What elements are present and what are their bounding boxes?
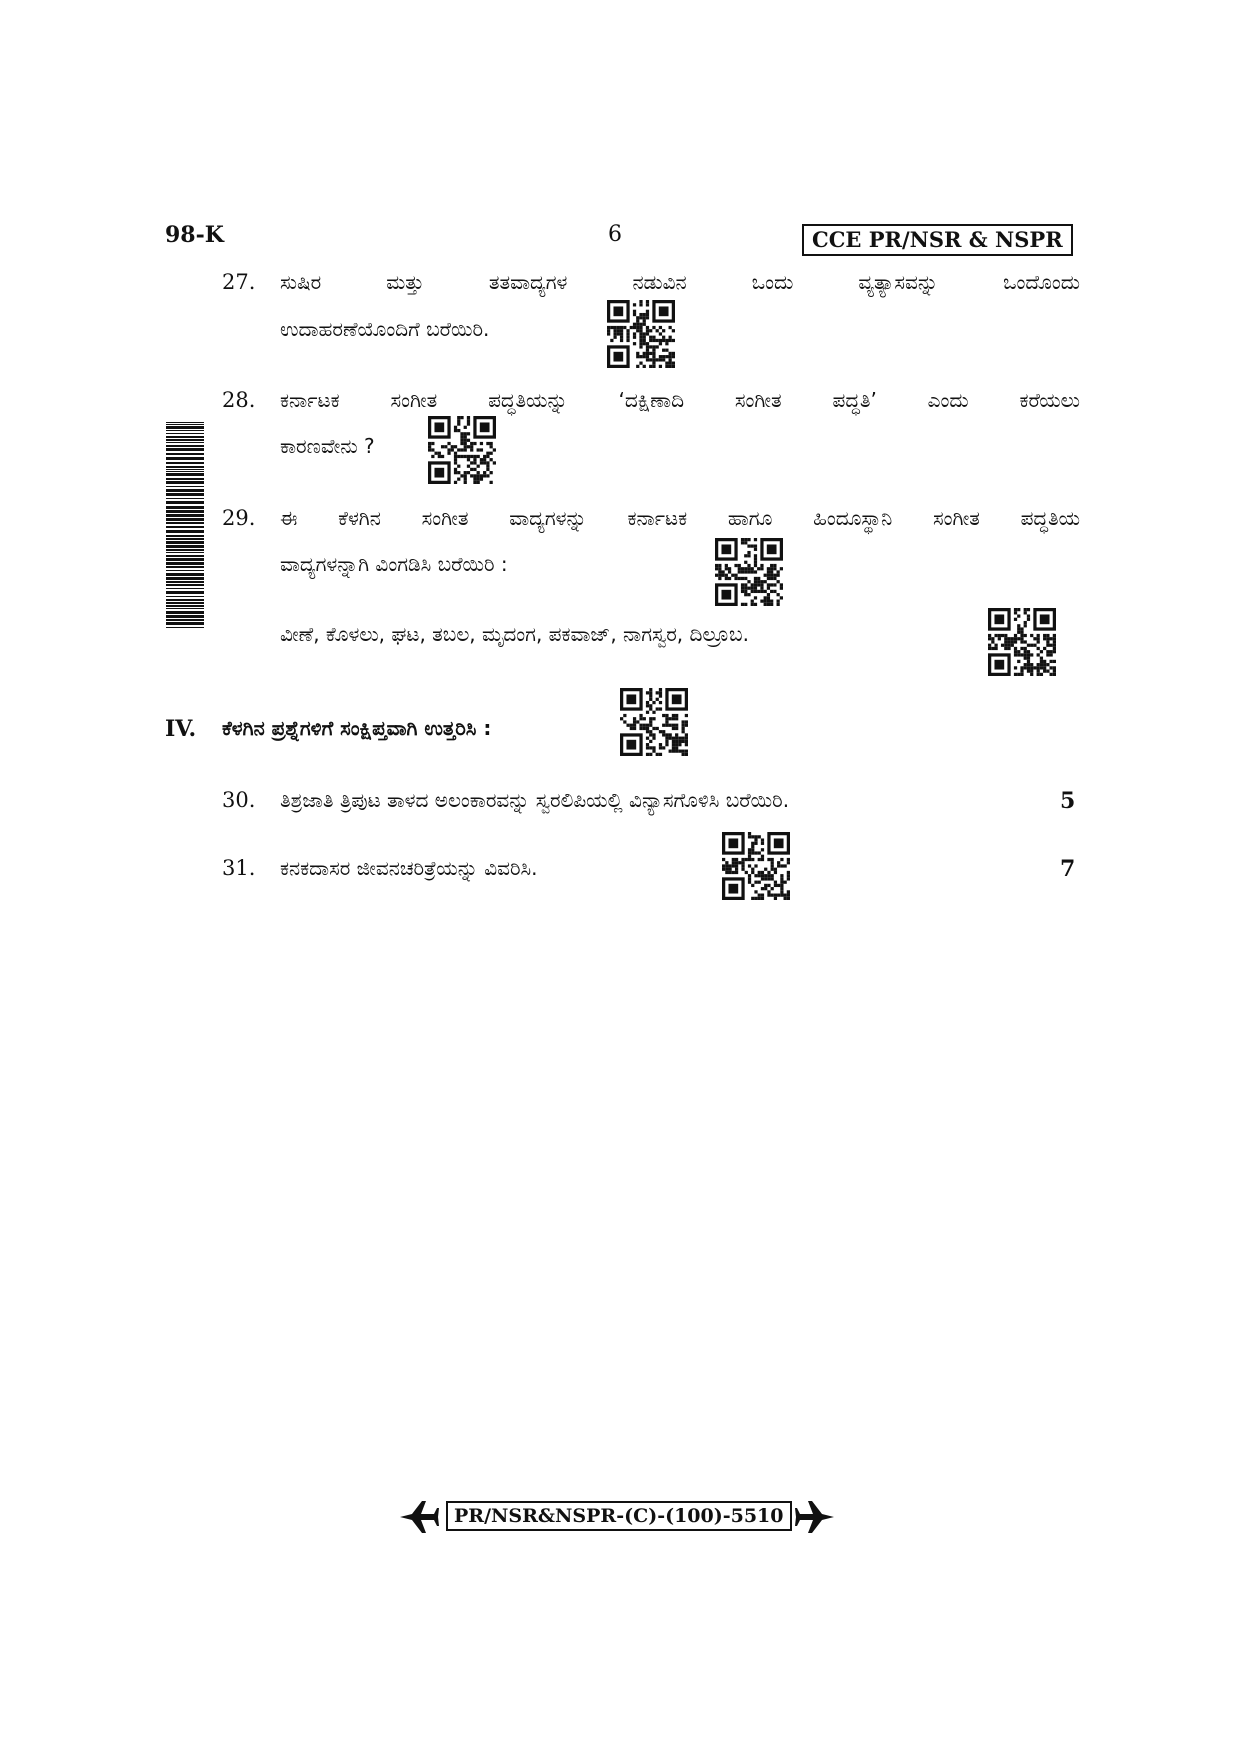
qr-code-icon (988, 608, 1056, 676)
question-28-number: 28. (222, 388, 256, 412)
qr-code-icon (715, 538, 783, 606)
question-29-line1: ಈ ಕೆಳಗಿನ ಸಂಗೀತ ವಾದ್ಯಗಳನ್ನು ಕರ್ನಾಟಕ ಹಾಗೂ ಹಿಂದೂಸ್ಥಾನಿ ಸಂಗೀತ ಪದ್ಧತಿಯ (280, 506, 1080, 530)
question-27-line2: ಉದಾಹರಣೆಯೊಂದಿಗೆ ಬರೆಯಿರಿ. (280, 317, 490, 341)
exam-label-box: CCE PR/NSR & NSPR (802, 224, 1073, 256)
question-30-number: 30. (222, 788, 256, 812)
question-28-line1: ಕರ್ನಾಟಕ ಸಂಗೀತ ಪದ್ಧತಿಯನ್ನು ‘ದಕ್ಷಿಣಾದಿ ಸಂಗೀತ ಪದ್ಧತಿ’ ಎಂದು ಕರೆಯಲು (280, 388, 1080, 412)
question-29-instruments-list: ವೀಣೆ, ಕೊಳಲು, ಘಟ, ತಬಲ, ಮೃದಂಗ, ಪಕವಾಜ್, ನಾಗಸ್ವರ, ದಿಲ್ರೂಬ. (280, 622, 749, 646)
question-31-number: 31. (222, 856, 256, 880)
question-30-text: ತಿಶ್ರಜಾತಿ ತ್ರಿಪುಟ ತಾಳದ ಅಲಂಕಾರವನ್ನು ಸ್ವರಲಿಪಿಯಲ್ಲಿ ವಿನ್ಯಾಸಗೊಳಿಸಿ ಬರೆಯಿರಿ. (280, 788, 790, 812)
section-instruction: ಕೆಳಗಿನ ಪ್ರಶ್ನೆಗಳಿಗೆ ಸಂಕ್ಷಿಪ್ತವಾಗಿ ಉತ್ತರಿಸಿ : (222, 716, 492, 740)
paper-code: 98-K (165, 222, 224, 248)
barcode-icon (166, 422, 204, 628)
airplane-icon (398, 1497, 440, 1537)
page-number: 6 (608, 222, 622, 247)
footer-code: PR/NSR&NSPR-(C)-(100)-5510 (446, 1501, 792, 1531)
question-27-line1: ಸುಷಿರ ಮತ್ತು ತತವಾದ್ಯಗಳ ನಡುವಿನ ಒಂದು ವ್ಯತ್ಯಾಸವನ್ನು ಒಂದೊಂದು (280, 270, 1080, 294)
question-31-marks: 7 (1060, 856, 1076, 882)
section-numeral: IV. (165, 716, 197, 742)
qr-code-icon (607, 300, 675, 368)
question-29-line2: ವಾದ್ಯಗಳನ್ನಾಗಿ ವಿಂಗಡಿಸಿ ಬರೆಯಿರಿ : (280, 552, 508, 576)
airplane-icon (794, 1497, 836, 1537)
question-29-number: 29. (222, 506, 256, 530)
footer (398, 1497, 838, 1537)
qr-code-icon (428, 416, 496, 484)
question-31-text: ಕನಕದಾಸರ ಜೀವನಚರಿತ್ರೆಯನ್ನು ವಿವರಿಸಿ. (280, 856, 538, 880)
qr-code-icon (620, 688, 688, 756)
question-27-number: 27. (222, 270, 256, 294)
question-30-marks: 5 (1060, 788, 1076, 814)
question-28-line2: ಕಾರಣವೇನು ? (280, 434, 375, 458)
qr-code-icon (722, 832, 790, 900)
